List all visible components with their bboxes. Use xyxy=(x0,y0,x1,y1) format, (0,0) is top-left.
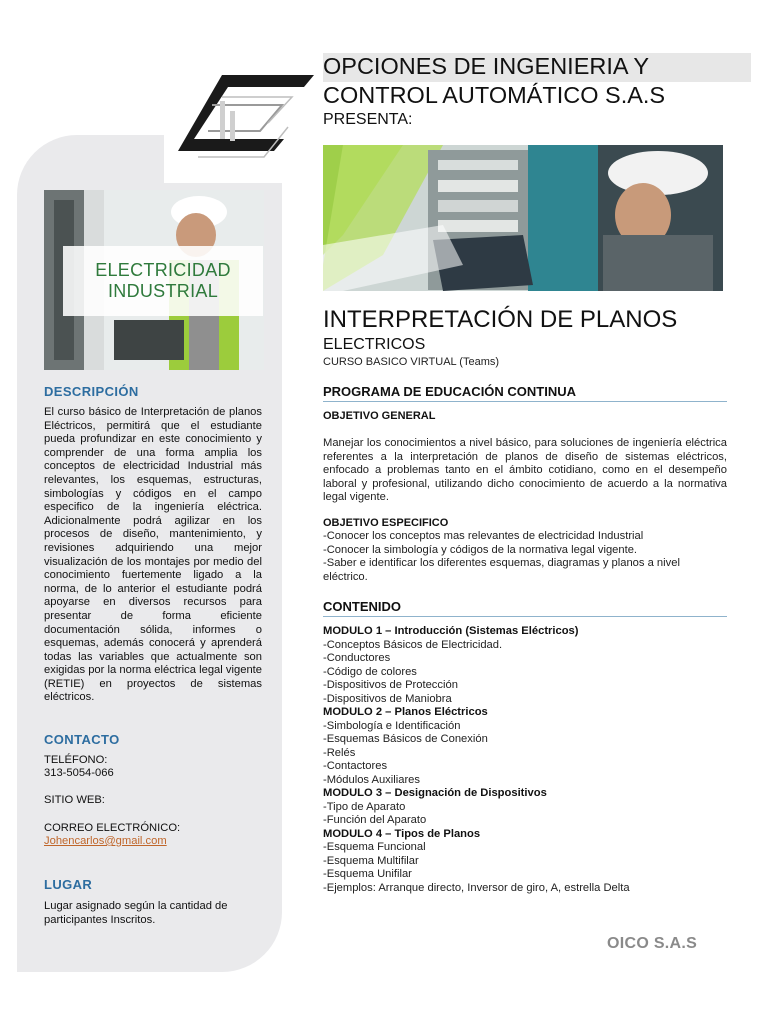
descripcion-text: El curso básico de Interpretación de planos Eléctricos, permitirá que el estudiante pueda profundizar en este conocimiento y comprender de una forma amplia los conceptos de electricidad Industrial más relevantes, los esquemas, estructuras, simbologías y códigos en el campo especifico de la ingeniería eléctrica. Adicionalmente podrá agilizar en los procesos de diseño, mantenimiento, y revisiones adquiriendo una mejor visualización de los montajes por medio del conocimiento fuertemente ligado a la norma, de lo anterior el estudiante podrá apoyarse en diversos recursos para presentar de forma eficiente documentación sólida, informes o esquemas, además conocerá y aprenderá todas las variables que actualmente son exigidas por la norma eléctrica legal vigente (RETIE) en proyectos de sistemas eléctricos. xyxy=(44,406,262,704)
descripcion-title: DESCRIPCIÓN xyxy=(44,384,139,399)
list-item: -Conocer la simbología y códigos de la normativa legal vigente. xyxy=(323,543,638,556)
objetivo-especifico-label: OBJETIVO ESPECIFICO xyxy=(323,517,449,529)
module-heading: MODULO 4 – Tipos de Planos xyxy=(323,827,481,840)
module-heading: MODULO 1 – Introducción (Sistemas Eléctricos) xyxy=(323,625,579,637)
list-item: -Esquema Multifilar xyxy=(323,854,419,867)
module-heading: MODULO 3 – Designación de Dispositivos xyxy=(323,787,547,799)
sitio-web-label: SITIO WEB: xyxy=(44,794,105,806)
footer-brand: OICO S.A.S xyxy=(607,935,698,952)
contacto-title: CONTACTO xyxy=(44,732,120,747)
telefono-value: 313-5054-066 xyxy=(44,767,114,779)
telefono-label: TELÉFONO: xyxy=(44,754,108,766)
list-item: -Contactores xyxy=(323,760,388,772)
list-item: -Dispositivos de Protección xyxy=(323,679,458,691)
list-item: -Tipo de Aparato xyxy=(323,800,406,813)
company-name-line2: CONTROL AUTOMÁTICO S.A.S xyxy=(323,82,666,108)
contenido-heading: CONTENIDO xyxy=(323,599,727,617)
list-item: -Esquema Unifilar xyxy=(323,868,412,880)
banner-line1: ELECTRICIDAD xyxy=(95,260,231,280)
list-item: -Función del Aparato xyxy=(323,814,427,826)
list-item: -Relés xyxy=(323,746,356,759)
lugar-text: Lugar asignado según la cantidad de participantes Inscritos. xyxy=(44,900,228,926)
list-item: -Ejemplos: Arranque directo, Inversor de giro, A, estrella Delta xyxy=(323,881,630,894)
programa-heading: PROGRAMA DE EDUCACIÓN CONTINUA xyxy=(323,384,727,402)
company-name xyxy=(323,52,665,110)
contenido-list xyxy=(323,625,727,895)
course-title: INTERPRETACIÓN DE PLANOS xyxy=(323,306,678,333)
list-item: -Esquema Funcional xyxy=(323,841,426,853)
list-item: -Conocer los conceptos mas relevantes de electricidad Industrial xyxy=(323,530,644,542)
company-name-line1: OPCIONES DE INGENIERIA Y xyxy=(323,53,650,79)
objetivo-general-label: OBJETIVO GENERAL xyxy=(323,410,436,422)
course-type: CURSO BASICO VIRTUAL (Teams) xyxy=(323,356,500,368)
list-item: -Código de colores xyxy=(323,665,417,678)
list-item: -Módulos Auxiliares xyxy=(323,773,420,786)
list-item: -Saber e identificar los diferentes esquemas, diagramas y planos a nivel eléctrico. xyxy=(323,557,680,583)
company-logo xyxy=(164,57,324,183)
list-item: -Conductores xyxy=(323,652,391,664)
lugar-title: LUGAR xyxy=(44,877,93,892)
electricidad-industrial-banner xyxy=(63,246,263,316)
module-heading: MODULO 2 – Planos Eléctricos xyxy=(323,706,488,718)
correo-link[interactable]: Johencarlos@gmail.com xyxy=(44,835,167,847)
list-item: -Dispositivos de Maniobra xyxy=(323,692,452,705)
objetivo-general-text: Manejar los conocimientos a nivel básico, para soluciones de ingeniería eléctrica referentes a la interpretación de planos de diseño de sistemas eléctricos, enfocado a problemas tanto en el ámbito cotidiano, como en el desempeño laboral y profesional, utilizando dicho conocimiento de acuerdo a la normativa legal vigente. xyxy=(323,437,727,503)
banner-line2: INDUSTRIAL xyxy=(107,281,218,301)
list-item: -Simbología e Identificación xyxy=(323,719,461,732)
electrician-photo xyxy=(323,145,723,291)
list-item: -Esquemas Básicos de Conexión xyxy=(323,733,488,745)
objetivo-especifico-list xyxy=(323,530,727,584)
course-subtitle: ELECTRICOS xyxy=(323,336,426,353)
presenta-label: PRESENTA: xyxy=(323,111,413,128)
list-item: -Conceptos Básicos de Electricidad. xyxy=(323,638,503,651)
correo-label: CORREO ELECTRÓNICO: xyxy=(44,822,181,834)
